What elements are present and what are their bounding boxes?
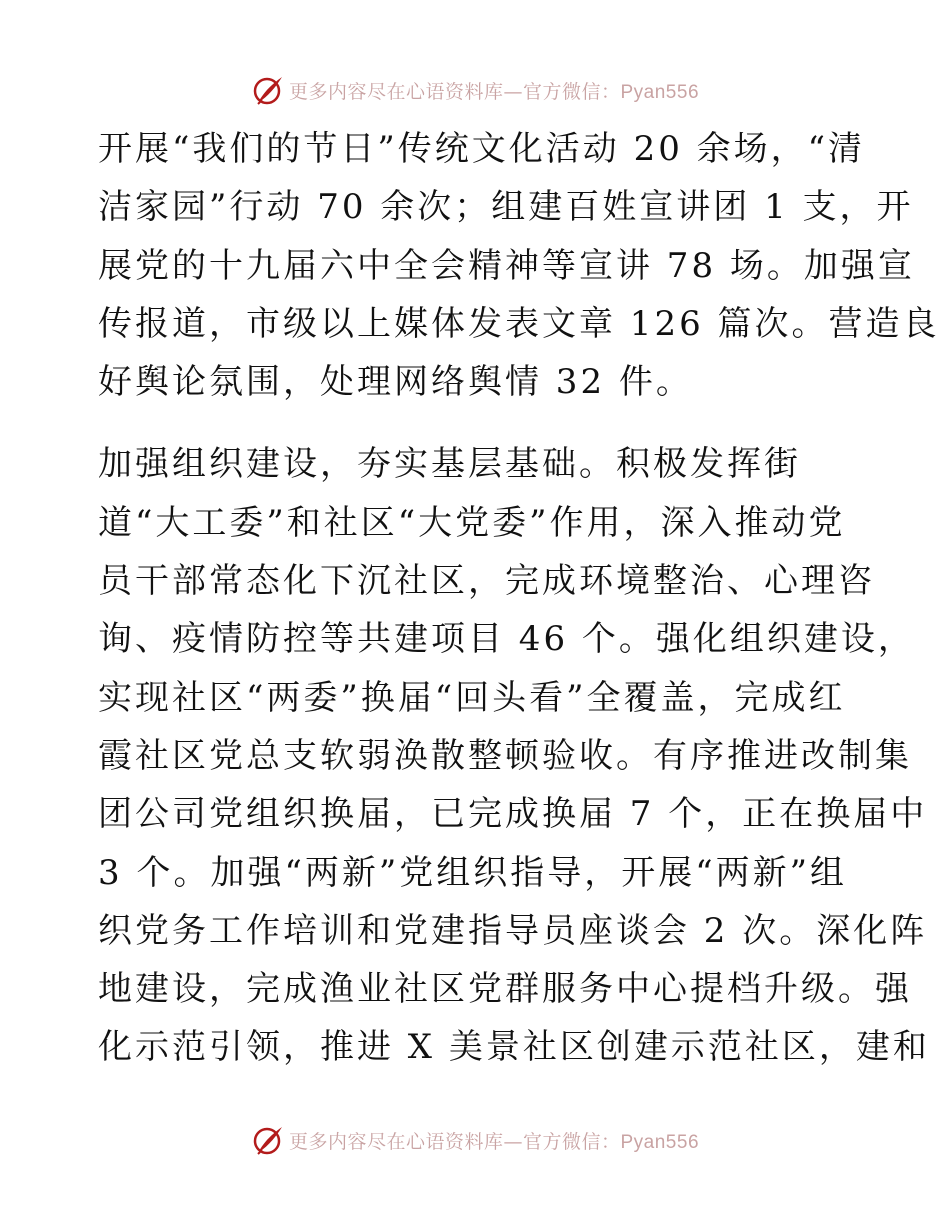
- text-line: 询、疫情防控等共建项目 46 个。强化组织建设，: [98, 619, 915, 660]
- text-line: 实现社区“两委”换届“回头看”全覆盖，完成红: [98, 677, 846, 718]
- quill-logo-icon: [251, 73, 285, 107]
- watermark-dash: —: [503, 1130, 523, 1153]
- text-line: 团公司党组织换届，已完成换届 7 个，正在换届中: [98, 794, 928, 835]
- watermark-dash: —: [503, 80, 523, 103]
- watermark-handle: Pyan556: [620, 1131, 700, 1153]
- watermark-handle: Pyan556: [620, 81, 700, 103]
- document-body: [98, 120, 940, 1077]
- text-line: 霞社区党总支软弱涣散整顿验收。有序推进改制集: [98, 735, 912, 776]
- header-watermark: [0, 70, 950, 110]
- watermark-text: [289, 77, 699, 104]
- watermark-text: [289, 1127, 699, 1154]
- text-line: 传报道，市级以上媒体发表文章 126 篇次。营造良: [98, 303, 940, 344]
- text-line: 展党的十九届六中全会精神等宣讲 78 场。加强宣: [98, 245, 915, 286]
- watermark-wechat-label: 官方微信：: [522, 80, 621, 103]
- text-line: 化示范引领，推进 X 美景社区创建示范社区，建和: [98, 1027, 930, 1068]
- footer-watermark: [0, 1120, 950, 1160]
- quill-logo-icon: [251, 1123, 285, 1157]
- watermark-main-text: 更多内容尽在心语资料库: [288, 1130, 504, 1153]
- paragraph-2: [98, 435, 930, 1076]
- text-line: 道“大工委”和社区“大党委”作用，深入推动党: [98, 502, 846, 543]
- text-line: 加强组织建设，夯实基层基础。积极发挥街: [98, 444, 801, 485]
- paragraph-1: [98, 120, 940, 411]
- watermark-main-text: 更多内容尽在心语资料库: [288, 80, 504, 103]
- text-line: 3 个。加强“两新”党组织指导，开展“两新”组: [98, 852, 847, 893]
- text-line: 织党务工作培训和党建指导员座谈会 2 次。深化阵: [98, 910, 928, 951]
- text-line: 开展“我们的节日”传统文化活动 20 余场，“清: [98, 129, 866, 169]
- text-line: 洁家园”行动 70 余次；组建百姓宣讲团 1 支，开: [98, 187, 914, 228]
- text-line: 地建设，完成渔业社区党群服务中心提档升级。强: [98, 969, 912, 1010]
- text-line: 好舆论氛围，处理网络舆情 32 件。: [98, 362, 693, 403]
- watermark-wechat-label: 官方微信：: [522, 1130, 621, 1153]
- text-line: 员干部常态化下沉社区，完成环境整治、心理咨: [98, 561, 875, 602]
